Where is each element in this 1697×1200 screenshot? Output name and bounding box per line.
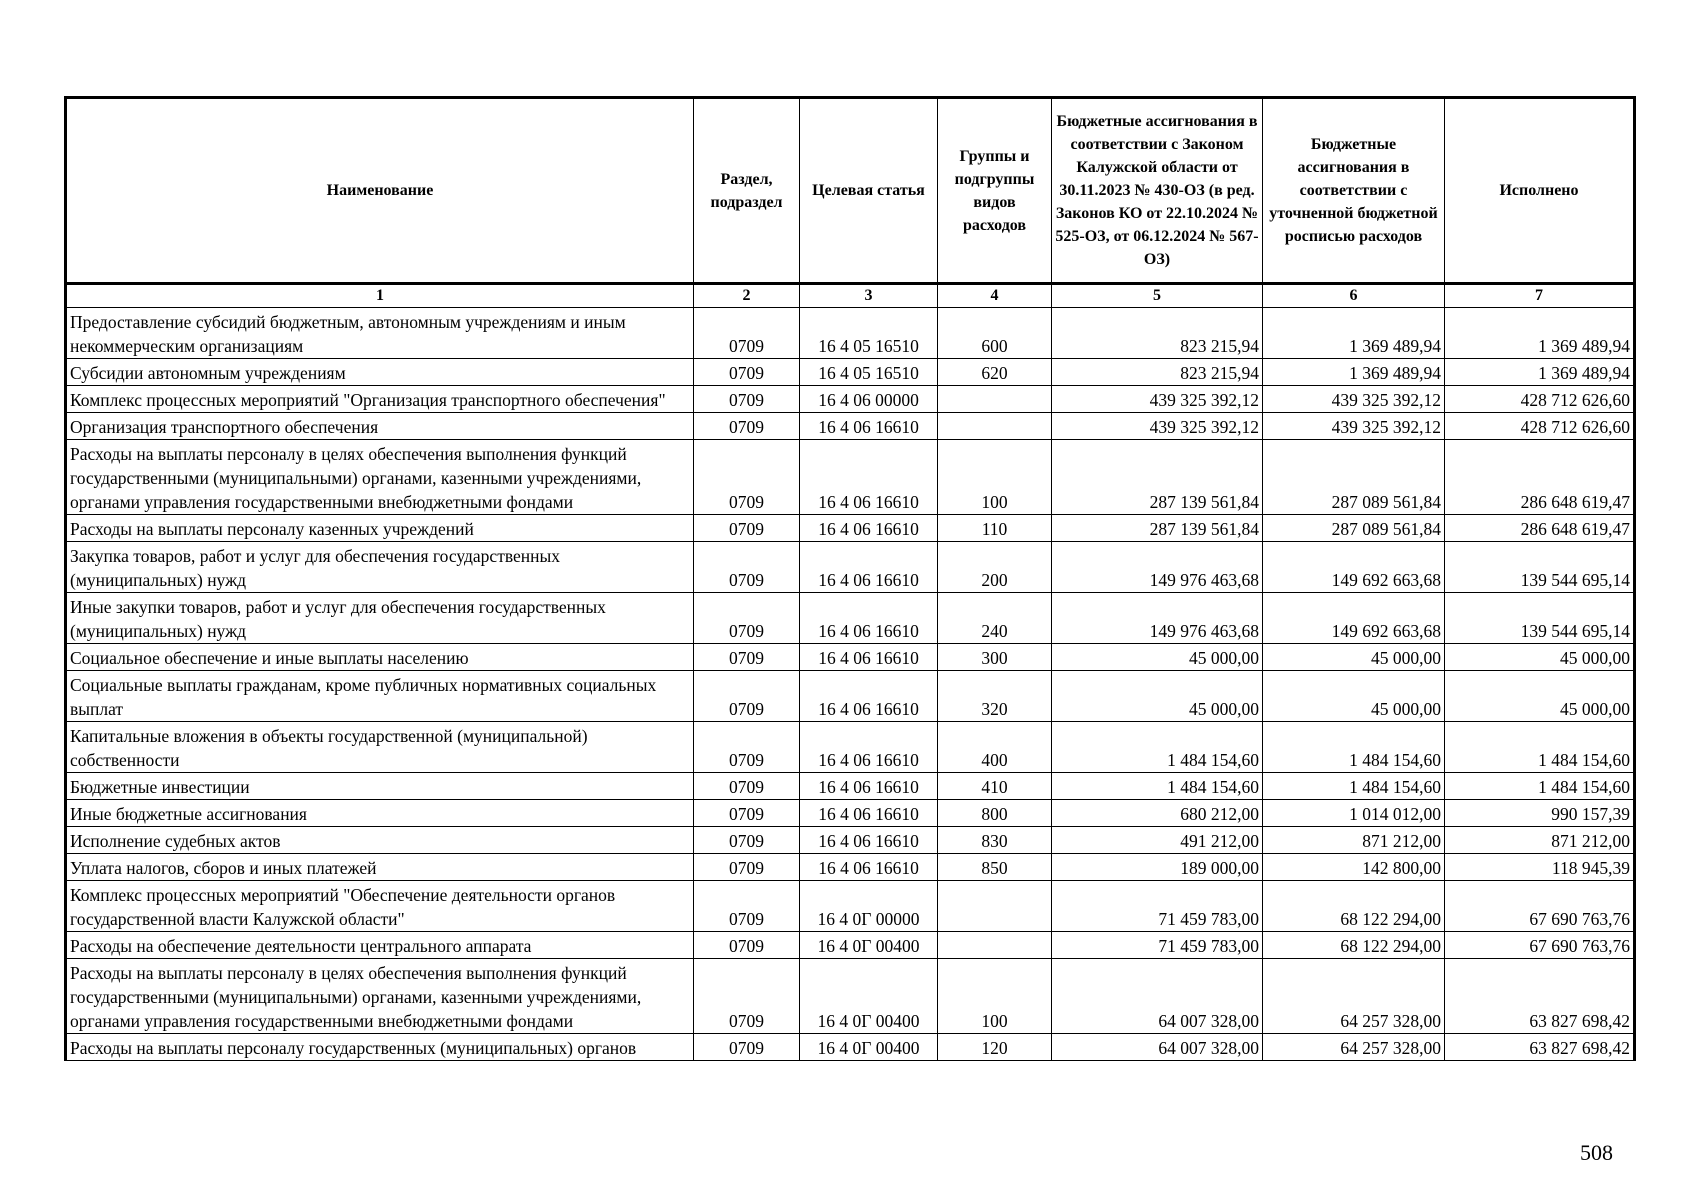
header-row [66, 98, 1635, 284]
row-expense-group [938, 386, 1052, 413]
row-target-article: 16 4 06 16610 [800, 773, 938, 800]
row-expense-group: 400 [938, 722, 1052, 773]
row-section: 0709 [694, 1034, 800, 1061]
row-target-article: 16 4 06 00000 [800, 386, 938, 413]
row-expense-group: 300 [938, 644, 1052, 671]
row-section: 0709 [694, 359, 800, 386]
row-executed: 1 484 154,60 [1445, 722, 1635, 773]
table-row [66, 671, 1635, 722]
row-refined-allocation: 439 325 392,12 [1263, 386, 1445, 413]
row-refined-allocation: 45 000,00 [1263, 671, 1445, 722]
table-row [66, 854, 1635, 881]
table-row [66, 881, 1635, 932]
row-expense-group: 830 [938, 827, 1052, 854]
row-law-allocation: 149 976 463,68 [1052, 593, 1263, 644]
row-executed: 139 544 695,14 [1445, 542, 1635, 593]
column-number: 5 [1052, 284, 1263, 308]
column-number: 4 [938, 284, 1052, 308]
header-section: Раздел, подраздел [694, 98, 800, 284]
row-name: Организация транспортного обеспечения [66, 413, 694, 440]
row-name: Иные бюджетные ассигнования [66, 800, 694, 827]
row-refined-allocation: 64 257 328,00 [1263, 959, 1445, 1034]
row-target-article: 16 4 05 16510 [800, 359, 938, 386]
row-name: Предоставление субсидий бюджетным, автономным учреждениям и иным некоммерческим организациям [66, 308, 694, 359]
row-expense-group: 850 [938, 854, 1052, 881]
table-row [66, 386, 1635, 413]
row-name: Комплекс процессных мероприятий "Организация транспортного обеспечения" [66, 386, 694, 413]
column-number: 6 [1263, 284, 1445, 308]
row-refined-allocation: 1 014 012,00 [1263, 800, 1445, 827]
row-name: Расходы на выплаты персоналу в целях обеспечения выполнения функций государственными (муниципальными) органами, казенными учреждениями, органами управления государственными внебюджетными фондами [66, 959, 694, 1034]
row-name: Уплата налогов, сборов и иных платежей [66, 854, 694, 881]
row-executed: 63 827 698,42 [1445, 1034, 1635, 1061]
table-row [66, 932, 1635, 959]
row-law-allocation: 439 325 392,12 [1052, 386, 1263, 413]
row-law-allocation: 64 007 328,00 [1052, 959, 1263, 1034]
row-section: 0709 [694, 722, 800, 773]
row-section: 0709 [694, 542, 800, 593]
header-executed: Исполнено [1445, 98, 1635, 284]
row-target-article: 16 4 06 16610 [800, 671, 938, 722]
row-refined-allocation: 287 089 561,84 [1263, 515, 1445, 542]
row-expense-group: 320 [938, 671, 1052, 722]
row-executed: 67 690 763,76 [1445, 932, 1635, 959]
row-section: 0709 [694, 959, 800, 1034]
row-section: 0709 [694, 644, 800, 671]
row-name: Иные закупки товаров, работ и услуг для обеспечения государственных (муниципальных) нужд [66, 593, 694, 644]
table-row [66, 827, 1635, 854]
row-name: Расходы на выплаты персоналу казенных учреждений [66, 515, 694, 542]
row-name: Расходы на выплаты персоналу в целях обеспечения выполнения функций государственными (муниципальными) органами, казенными учреждениями, органами управления государственными внебюджетными фондами [66, 440, 694, 515]
row-law-allocation: 71 459 783,00 [1052, 932, 1263, 959]
row-target-article: 16 4 0Г 00400 [800, 959, 938, 1034]
row-expense-group: 120 [938, 1034, 1052, 1061]
row-target-article: 16 4 05 16510 [800, 308, 938, 359]
row-executed: 286 648 619,47 [1445, 515, 1635, 542]
row-name: Исполнение судебных актов [66, 827, 694, 854]
column-number: 1 [66, 284, 694, 308]
row-section: 0709 [694, 308, 800, 359]
row-target-article: 16 4 06 16610 [800, 440, 938, 515]
row-law-allocation: 287 139 561,84 [1052, 440, 1263, 515]
table-row [66, 413, 1635, 440]
row-executed: 139 544 695,14 [1445, 593, 1635, 644]
row-section: 0709 [694, 671, 800, 722]
row-law-allocation: 1 484 154,60 [1052, 773, 1263, 800]
row-law-allocation: 287 139 561,84 [1052, 515, 1263, 542]
row-law-allocation: 439 325 392,12 [1052, 413, 1263, 440]
page-number: 508 [1580, 1140, 1613, 1165]
row-refined-allocation: 871 212,00 [1263, 827, 1445, 854]
row-expense-group: 410 [938, 773, 1052, 800]
row-refined-allocation: 1 484 154,60 [1263, 722, 1445, 773]
column-number-row [66, 284, 1635, 308]
row-target-article: 16 4 06 16610 [800, 722, 938, 773]
row-section: 0709 [694, 854, 800, 881]
table-row [66, 308, 1635, 359]
row-executed: 871 212,00 [1445, 827, 1635, 854]
row-section: 0709 [694, 413, 800, 440]
row-refined-allocation: 68 122 294,00 [1263, 932, 1445, 959]
row-name: Социальные выплаты гражданам, кроме публичных нормативных социальных выплат [66, 671, 694, 722]
row-section: 0709 [694, 800, 800, 827]
row-executed: 45 000,00 [1445, 671, 1635, 722]
row-name: Субсидии автономным учреждениям [66, 359, 694, 386]
row-target-article: 16 4 06 16610 [800, 593, 938, 644]
row-target-article: 16 4 0Г 00000 [800, 881, 938, 932]
table-row [66, 359, 1635, 386]
row-executed: 1 369 489,94 [1445, 359, 1635, 386]
row-law-allocation: 823 215,94 [1052, 308, 1263, 359]
table-row [66, 593, 1635, 644]
row-section: 0709 [694, 440, 800, 515]
header-name: Наименование [66, 98, 694, 284]
row-executed: 286 648 619,47 [1445, 440, 1635, 515]
table-row [66, 1034, 1635, 1061]
row-executed: 990 157,39 [1445, 800, 1635, 827]
row-executed: 45 000,00 [1445, 644, 1635, 671]
row-expense-group: 600 [938, 308, 1052, 359]
row-name: Закупка товаров, работ и услуг для обеспечения государственных (муниципальных) нужд [66, 542, 694, 593]
row-expense-group: 200 [938, 542, 1052, 593]
row-refined-allocation: 149 692 663,68 [1263, 542, 1445, 593]
row-expense-group: 110 [938, 515, 1052, 542]
row-law-allocation: 1 484 154,60 [1052, 722, 1263, 773]
header-law-allocation: Бюджетные ассигнования в соответствии с Законом Калужской области от 30.11.2023 № 430-ОЗ (в ред. Законов КО от 22.10.2024 № 525-ОЗ, от 06.12.2024 № 567-ОЗ) [1052, 98, 1263, 284]
row-refined-allocation: 287 089 561,84 [1263, 440, 1445, 515]
column-number: 2 [694, 284, 800, 308]
row-executed: 428 712 626,60 [1445, 413, 1635, 440]
row-section: 0709 [694, 881, 800, 932]
table-row [66, 800, 1635, 827]
row-section: 0709 [694, 515, 800, 542]
row-expense-group: 100 [938, 959, 1052, 1034]
row-name: Бюджетные инвестиции [66, 773, 694, 800]
row-target-article: 16 4 06 16610 [800, 413, 938, 440]
row-refined-allocation: 1 484 154,60 [1263, 773, 1445, 800]
row-executed: 428 712 626,60 [1445, 386, 1635, 413]
header-article: Целевая статья [800, 98, 938, 284]
row-target-article: 16 4 06 16610 [800, 644, 938, 671]
table-row [66, 959, 1635, 1034]
row-expense-group [938, 881, 1052, 932]
row-executed: 118 945,39 [1445, 854, 1635, 881]
row-refined-allocation: 64 257 328,00 [1263, 1034, 1445, 1061]
row-refined-allocation: 45 000,00 [1263, 644, 1445, 671]
column-number: 7 [1445, 284, 1635, 308]
row-target-article: 16 4 06 16610 [800, 542, 938, 593]
row-law-allocation: 71 459 783,00 [1052, 881, 1263, 932]
row-target-article: 16 4 06 16610 [800, 827, 938, 854]
row-refined-allocation: 1 369 489,94 [1263, 359, 1445, 386]
row-expense-group [938, 932, 1052, 959]
row-name: Расходы на выплаты персоналу государственных (муниципальных) органов [66, 1034, 694, 1061]
row-name: Социальное обеспечение и иные выплаты населению [66, 644, 694, 671]
row-section: 0709 [694, 827, 800, 854]
row-law-allocation: 45 000,00 [1052, 644, 1263, 671]
row-refined-allocation: 68 122 294,00 [1263, 881, 1445, 932]
table-row [66, 515, 1635, 542]
table-row [66, 644, 1635, 671]
table-row [66, 722, 1635, 773]
row-expense-group: 240 [938, 593, 1052, 644]
header-refined-allocation: Бюджетные ассигнования в соответствии с уточненной бюджетной росписью расходов [1263, 98, 1445, 284]
row-name: Расходы на обеспечение деятельности центрального аппарата [66, 932, 694, 959]
table-body [66, 308, 1635, 1061]
row-expense-group: 620 [938, 359, 1052, 386]
column-number: 3 [800, 284, 938, 308]
row-law-allocation: 823 215,94 [1052, 359, 1263, 386]
row-refined-allocation: 142 800,00 [1263, 854, 1445, 881]
row-law-allocation: 149 976 463,68 [1052, 542, 1263, 593]
row-law-allocation: 64 007 328,00 [1052, 1034, 1263, 1061]
row-executed: 1 484 154,60 [1445, 773, 1635, 800]
row-executed: 1 369 489,94 [1445, 308, 1635, 359]
row-law-allocation: 491 212,00 [1052, 827, 1263, 854]
row-target-article: 16 4 0Г 00400 [800, 932, 938, 959]
row-refined-allocation: 439 325 392,12 [1263, 413, 1445, 440]
row-name: Комплекс процессных мероприятий "Обеспечение деятельности органов государственной власти Калужской области" [66, 881, 694, 932]
row-target-article: 16 4 06 16610 [800, 854, 938, 881]
row-law-allocation: 189 000,00 [1052, 854, 1263, 881]
row-executed: 67 690 763,76 [1445, 881, 1635, 932]
row-section: 0709 [694, 593, 800, 644]
row-expense-group: 100 [938, 440, 1052, 515]
row-refined-allocation: 1 369 489,94 [1263, 308, 1445, 359]
row-target-article: 16 4 06 16610 [800, 800, 938, 827]
row-expense-group: 800 [938, 800, 1052, 827]
table-row [66, 773, 1635, 800]
row-refined-allocation: 149 692 663,68 [1263, 593, 1445, 644]
row-target-article: 16 4 06 16610 [800, 515, 938, 542]
row-target-article: 16 4 0Г 00400 [800, 1034, 938, 1061]
table-row [66, 440, 1635, 515]
row-section: 0709 [694, 773, 800, 800]
header-group: Группы и подгруппы видов расходов [938, 98, 1052, 284]
row-section: 0709 [694, 386, 800, 413]
row-section: 0709 [694, 932, 800, 959]
row-expense-group [938, 413, 1052, 440]
row-law-allocation: 45 000,00 [1052, 671, 1263, 722]
row-law-allocation: 680 212,00 [1052, 800, 1263, 827]
budget-table [64, 96, 1636, 1061]
table-row [66, 542, 1635, 593]
row-executed: 63 827 698,42 [1445, 959, 1635, 1034]
row-name: Капитальные вложения в объекты государственной (муниципальной) собственности [66, 722, 694, 773]
